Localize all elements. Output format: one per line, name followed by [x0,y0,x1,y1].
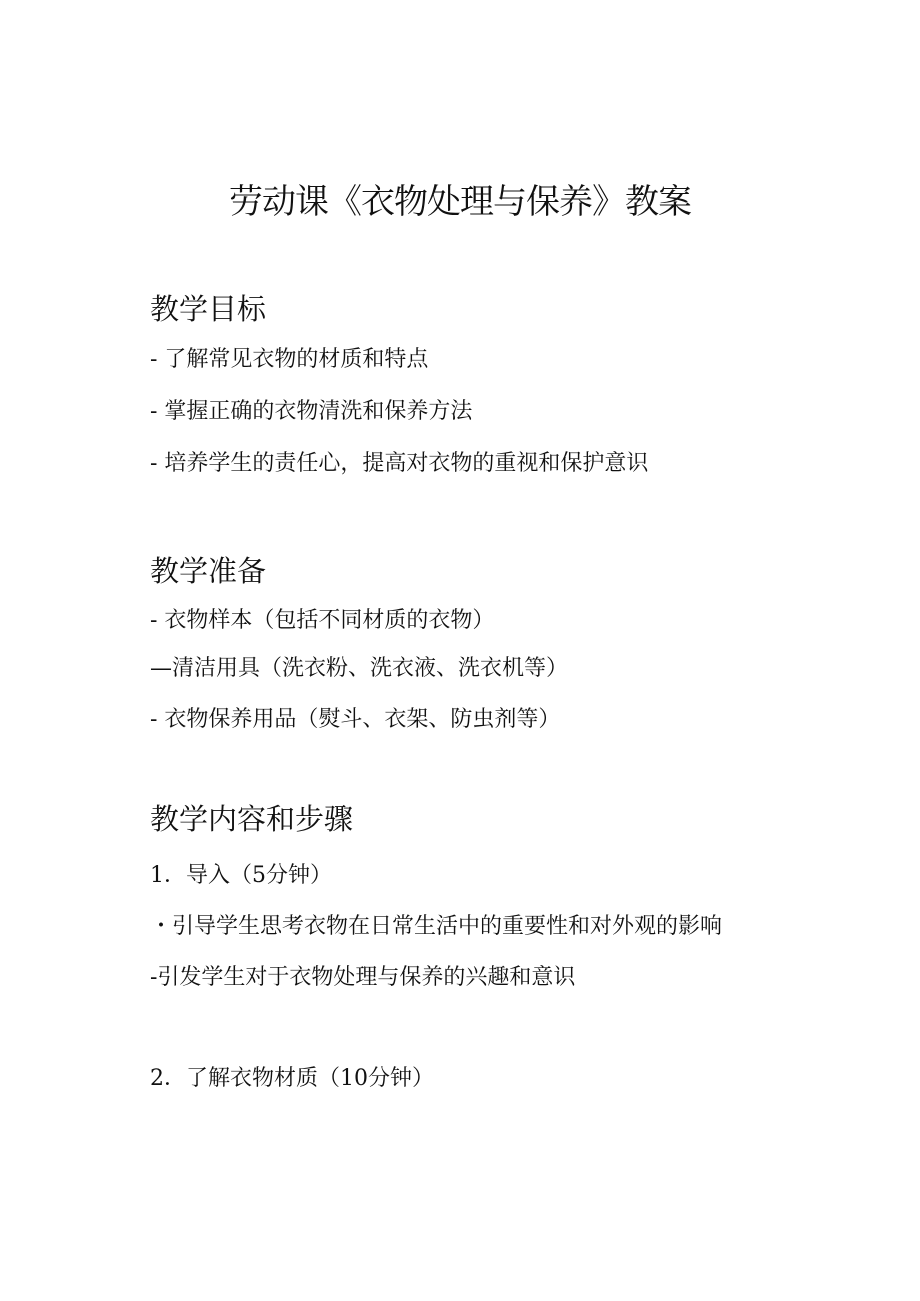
section-heading-teaching-content: 教学内容和步骤 [150,802,354,836]
objective-item: - 培养学生的责任心，提高对衣物的重视和保护意识 [150,451,649,476]
preparation-item: - 衣物样本（包括不同材质的衣物） [150,608,495,633]
content-step-item: ・引导学生思考衣物在日常生活中的重要性和对外观的影响 [150,914,723,939]
content-step-heading: 2．了解衣物材质（10分钟） [150,1066,434,1091]
content-step-heading: 1．导入（5分钟） [150,863,332,888]
objective-item: - 掌握正确的衣物清洗和保养方法 [150,399,473,424]
section-heading-teaching-preparation: 教学准备 [150,554,267,588]
objective-item: - 了解常见衣物的材质和特点 [150,347,429,372]
section-heading-teaching-objectives: 教学目标 [150,292,267,326]
document-title: 劳动课《衣物处理与保养》教案 [229,182,691,222]
content-step-item: -引发学生对于衣物处理与保养的兴趣和意识 [150,965,576,990]
preparation-item: —清洁用具（洗衣粉、洗衣液、洗衣机等） [150,656,569,681]
preparation-item: - 衣物保养用品（熨斗、衣架、防虫剂等） [150,707,561,732]
